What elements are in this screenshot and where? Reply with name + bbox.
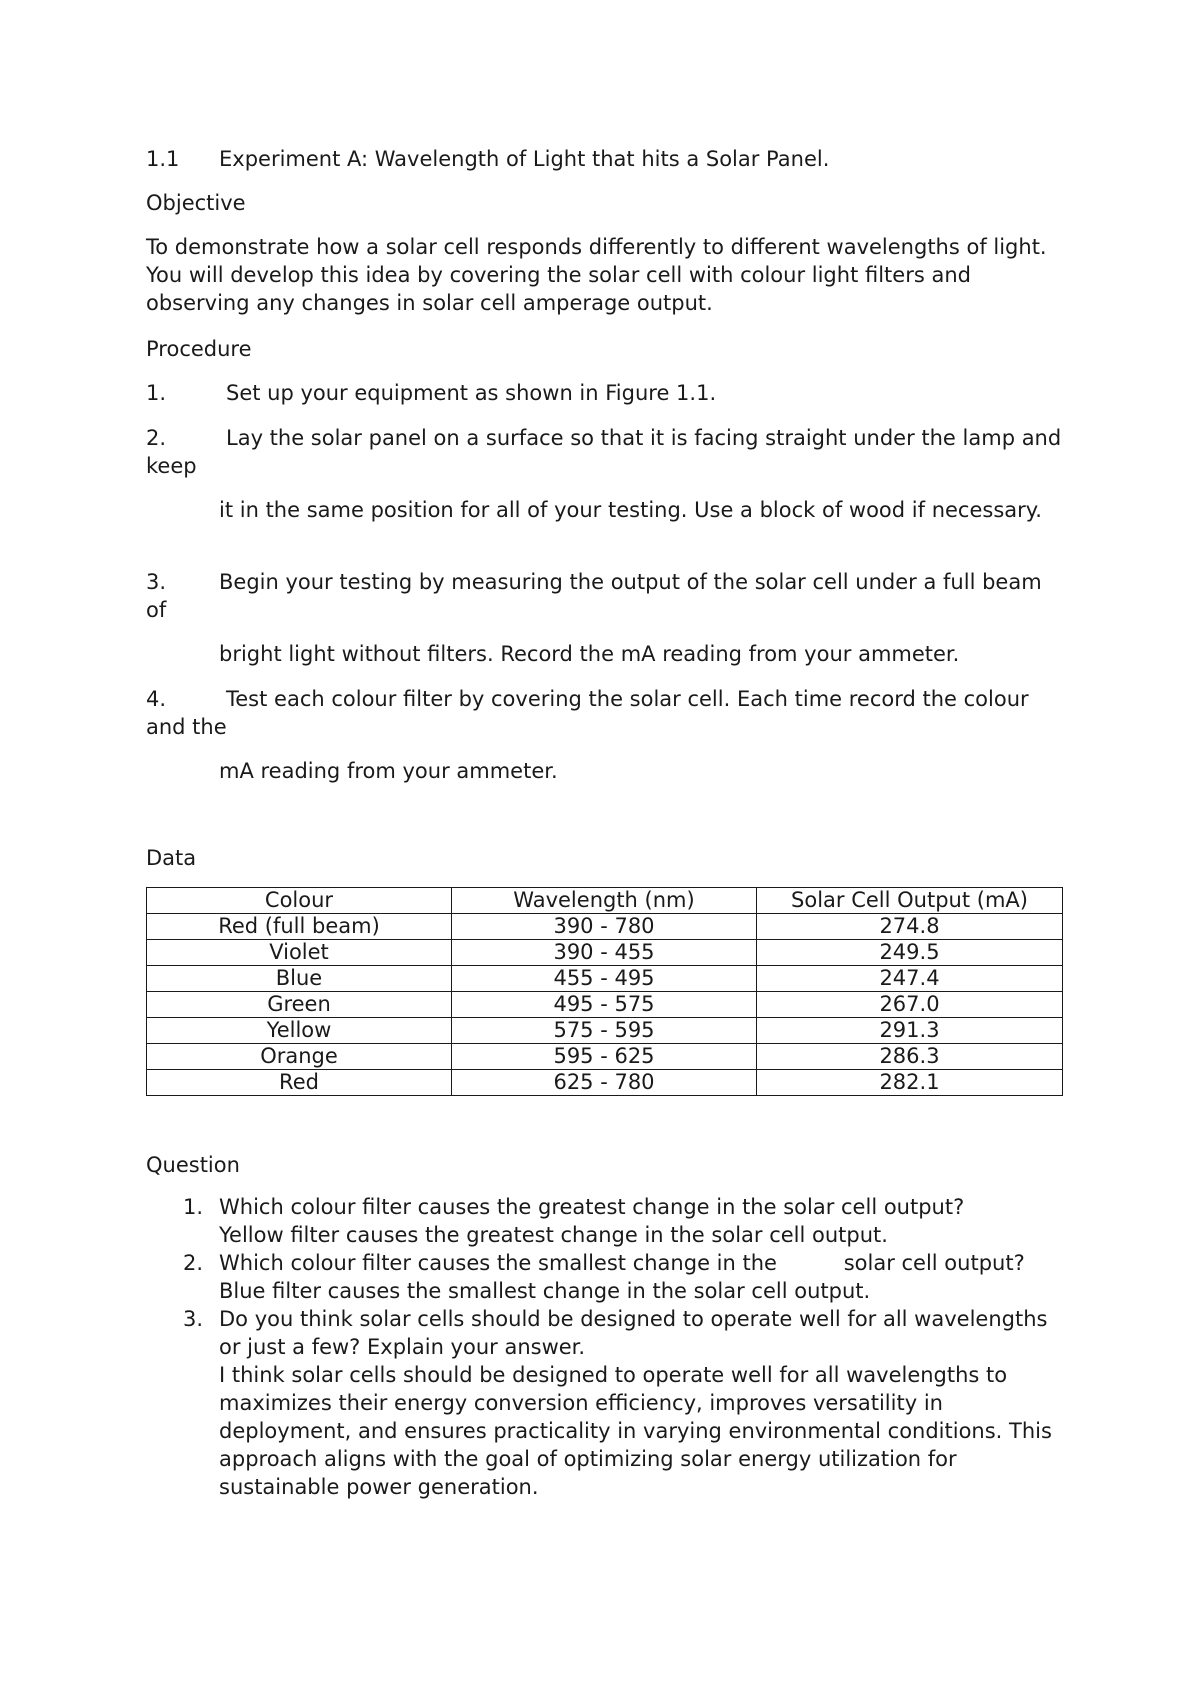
table-row	[147, 992, 1063, 1018]
table-cell: Violet	[147, 940, 452, 966]
step-continuation: mA reading from your ammeter.	[219, 759, 558, 783]
objective-text: To demonstrate how a solar cell responds differently to different wavelengths of light. You will develop this idea by covering the solar cell with colour light filters and observing any changes in solar cell amperage output.	[146, 235, 1047, 315]
question-text: Do you think solar cells should be designed to operate well for all wavelengths or just a few? Explain your answer.	[219, 1307, 1048, 1359]
question-label: Question	[146, 1153, 240, 1177]
step-number: 1.	[146, 381, 167, 405]
table-cell: Orange	[147, 1044, 452, 1070]
table-cell: 286.3	[757, 1044, 1063, 1070]
question-text: Which colour filter causes the greatest change in the solar cell output?	[219, 1195, 965, 1219]
section-heading	[146, 145, 1066, 173]
table-cell: 575 - 595	[452, 1018, 757, 1044]
table-cell: 455 - 495	[452, 966, 757, 992]
procedure-step	[146, 424, 1066, 480]
step-number: 4.	[146, 687, 167, 711]
table-header-row	[147, 888, 1063, 914]
step-number: 3.	[146, 570, 167, 594]
table-cell: Yellow	[147, 1018, 452, 1044]
table-row	[147, 914, 1063, 940]
procedure-step	[146, 685, 1066, 741]
list-item	[146, 1193, 1066, 1249]
data-table	[146, 887, 1063, 1096]
list-item	[146, 1305, 1066, 1501]
table-cell: Blue	[147, 966, 452, 992]
answer-text: Blue filter causes the smallest change in the solar cell output.	[219, 1279, 871, 1303]
table-header: Wavelength (nm)	[452, 888, 757, 914]
table-row	[147, 940, 1063, 966]
table-cell: 282.1	[757, 1070, 1063, 1096]
step-text: Set up your equipment as shown in Figure 1.1.	[226, 381, 717, 405]
step-continuation: it in the same position for all of your testing. Use a block of wood if necessary.	[219, 498, 1042, 522]
table-header: Colour	[147, 888, 452, 914]
section-number: 1.1	[146, 147, 180, 171]
table-row	[147, 1070, 1063, 1096]
table-cell: Green	[147, 992, 452, 1018]
step-text: Test each colour filter by covering the solar cell. Each time record the colour and the	[146, 687, 1029, 739]
table-cell: 249.5	[757, 940, 1063, 966]
answer-text: I think solar cells should be designed to operate well for all wavelengths to maximizes their energy conversion efficiency, improves versatility in deployment, and ensures practicality in varying environmental conditions. This approach aligns with the goal of optimizing solar energy utilization for sustainable power generation.	[219, 1363, 1052, 1499]
table-row	[147, 1044, 1063, 1070]
question-list	[146, 1193, 1066, 1501]
table-cell: 625 - 780	[452, 1070, 757, 1096]
step-text: Lay the solar panel on a surface so that it is facing straight under the lamp and keep	[146, 426, 1062, 478]
table-cell: 390 - 780	[452, 914, 757, 940]
procedure-label: Procedure	[146, 337, 252, 361]
table-cell: 495 - 575	[452, 992, 757, 1018]
table-cell: 390 - 455	[452, 940, 757, 966]
step-number: 2.	[146, 426, 167, 450]
table-cell: 274.8	[757, 914, 1063, 940]
table-cell: 267.0	[757, 992, 1063, 1018]
procedure-step	[146, 568, 1066, 624]
question-number: 1.	[183, 1195, 204, 1219]
step-text: Begin your testing by measuring the output of the solar cell under a full beam of	[146, 570, 1042, 622]
table-cell: 595 - 625	[452, 1044, 757, 1070]
question-number: 2.	[183, 1251, 204, 1275]
table-cell: 291.3	[757, 1018, 1063, 1044]
table-cell: Red (full beam)	[147, 914, 452, 940]
section-title: Experiment A: Wavelength of Light that hits a Solar Panel.	[219, 147, 830, 171]
step-continuation: bright light without filters. Record the mA reading from your ammeter.	[219, 642, 960, 666]
procedure-step	[146, 379, 1066, 407]
answer-text: Yellow filter causes the greatest change in the solar cell output.	[219, 1223, 888, 1247]
question-number: 3.	[183, 1307, 204, 1331]
table-header: Solar Cell Output (mA)	[757, 888, 1063, 914]
table-cell: 247.4	[757, 966, 1063, 992]
table-cell: Red	[147, 1070, 452, 1096]
table-row	[147, 966, 1063, 992]
data-label: Data	[146, 846, 197, 870]
question-text: Which colour filter causes the smallest change in the solar cell output?	[219, 1251, 1025, 1275]
table-row	[147, 1018, 1063, 1044]
list-item	[146, 1249, 1066, 1305]
objective-label: Objective	[146, 191, 246, 215]
